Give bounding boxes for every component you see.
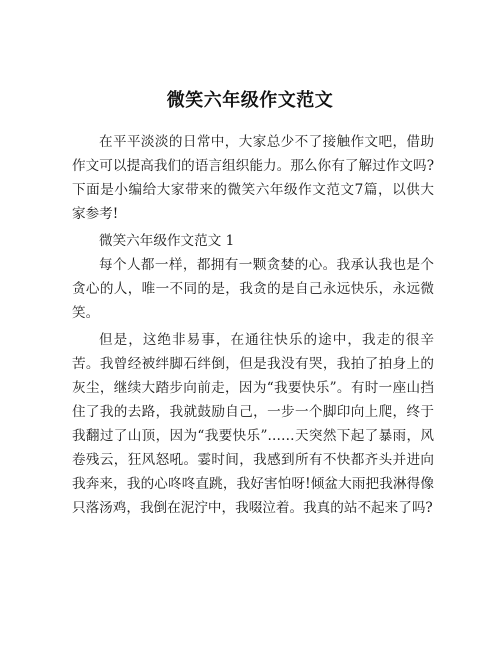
intro-paragraph: 在平平淡淡的日常中，大家总少不了接触作文吧，借助作文可以提高我们的语言组织能力。那么你有了解过作文吗?下面是小编给大家带来的微笑六年级作文范文7篇，以供大家参考!	[72, 134, 434, 222]
page-title: 微笑六年级作文范文	[166, 90, 334, 111]
section-heading: 微笑六年级作文范文 1	[99, 233, 235, 249]
body-paragraph: 每个人都一样，都拥有一颗贪婪的心。我承认我也是个贪心的人，唯一不同的是，我贪的是自己永远快乐，永远微笑。	[72, 257, 434, 321]
body-paragraph: 但是，这绝非易事，在通往快乐的途中，我走的很辛苦。我曾经被绊脚石绊倒，但是我没有哭，我拍了拍身上的灰尘，继续大踏步向前走，因为“我要快乐”。有时一座山挡住了我的去路，我就鼓励自己，一步一个脚印向上爬，终于我翻过了山顶，因为“我要快乐”……天突然下起了暴雨，风卷残云，狂风怒吼。霎时间，我感到所有不快都齐头并进向我奔来，我的心咚咚直跳，我好害怕呀!倾盆大雨把我淋得像只落汤鸡，我倒在泥泞中，我啜泣着。我真的站不起来了吗?	[72, 332, 434, 516]
article-body	[72, 130, 434, 520]
